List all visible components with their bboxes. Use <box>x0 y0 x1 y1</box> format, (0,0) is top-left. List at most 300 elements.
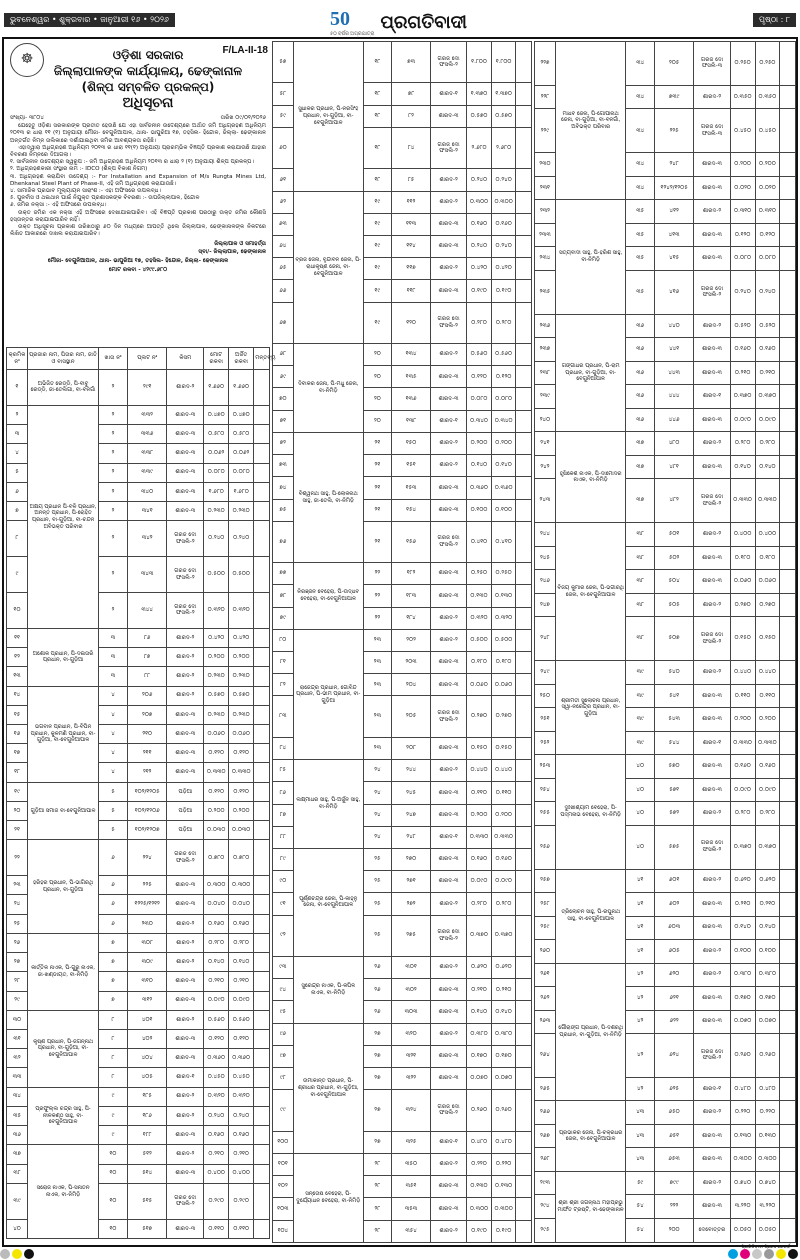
total-area-cell: ୦.୪୫୦ <box>204 1068 229 1087</box>
remarks-cell <box>254 1030 270 1049</box>
column-1 <box>6 41 276 1243</box>
plot-cell: ୪୧୫ <box>655 247 694 271</box>
khata-cell: ୩୮ <box>626 617 655 661</box>
acquired-area-cell: ୦.୧୯୦ <box>491 1220 516 1242</box>
khata-cell: ୬ <box>99 840 128 876</box>
serial-cell: ୧୮ <box>7 763 28 782</box>
plot-cell: ୧୧୨ <box>392 191 431 213</box>
serial-cell: ୧୩ <box>7 667 28 686</box>
plot-cell: ୫୭୨ <box>655 802 694 826</box>
remarks-cell <box>516 1153 532 1175</box>
khata-cell: ୨୩ <box>363 629 391 651</box>
table-row <box>273 629 532 651</box>
remarks-cell <box>780 593 796 617</box>
remarks-cell <box>780 1148 796 1172</box>
total-area-cell: ୦.୧୩୦ <box>467 1176 492 1198</box>
plot-cell: ୩୧୨ <box>127 991 166 1010</box>
total-area-cell: ୦.୭୮୦ <box>204 840 229 876</box>
remarks-cell <box>516 1220 532 1242</box>
owner-cell: ଲକ୍ଷ୍ମୀଧର ସାହୁ, ପି-ଅର୍ଜୁନ ସାହୁ, ବା-ନିମିଡ଼ି <box>293 760 363 849</box>
owner-cell: ଶ୍ରୀ ଶ୍ରୀ ଜଗନ୍ନାଥ ମହାପ୍ରଭୁ ମାର୍ଫତ ଟ୍ରଷ୍ଟି, ବା-ଢେଙ୍କାନାଳ <box>555 1171 625 1242</box>
serial-cell: ୨୬୨ <box>535 987 556 1011</box>
remarks-cell <box>254 370 270 406</box>
acquired-area-cell: ୦.୧୫୦ <box>755 617 780 661</box>
serial-cell: ୬୨ <box>273 191 294 213</box>
total-area-cell: ୦.୧୦୦ <box>730 940 755 964</box>
plot-cell: ୮୭ <box>127 648 166 667</box>
serial-cell: ୭୫ <box>273 499 294 521</box>
kisam-cell: ଶାରଦ-୨ <box>167 914 204 933</box>
acquired-area-cell: ୦.୦୪୦ <box>229 895 254 914</box>
kisam-cell: ଶାରଦ-୩ <box>167 744 204 763</box>
serial-cell: ୧୦୪ <box>273 1220 294 1242</box>
khata-cell: ୨୧ <box>363 455 391 477</box>
khata-cell: ୨୧ <box>363 477 391 499</box>
table-row <box>273 563 532 585</box>
plot-cell: ୧୩୬ <box>392 388 431 410</box>
khata-cell: ୩୪ <box>626 109 655 153</box>
acquired-area-cell: ୦.୧୪୦ <box>755 455 780 479</box>
plot-cell: ୭୩୯ <box>655 85 694 109</box>
kisam-cell: ଶାରଦ-୨ <box>167 648 204 667</box>
serial-cell: ୧୦ <box>7 593 28 629</box>
plot-cell: ୪୧୬ <box>655 270 694 314</box>
kisam-cell: ଶାରଦ-୩ <box>167 444 204 463</box>
table-row <box>7 370 270 406</box>
remarks-cell <box>516 979 532 1001</box>
remarks-cell <box>780 825 796 869</box>
total-area-cell: ୦.୩୦୦ <box>467 191 492 213</box>
total-area-cell: ୦.୧୩୦ <box>467 585 492 607</box>
total-area-cell: ୦.୨୫୦ <box>730 42 755 86</box>
acquired-area-cell: ୦.୨୪୦ <box>491 235 516 257</box>
serial-cell: ୨୪୦ <box>535 408 556 432</box>
total-area-cell: ୦.୨୮୦ <box>730 432 755 456</box>
plot-cell: ୭୮ <box>392 83 431 105</box>
acquired-area-cell: ୦.୦୩୦ <box>229 821 254 840</box>
remarks-cell <box>254 1219 270 1238</box>
khata-cell: ୩୪ <box>626 153 655 177</box>
plot-cell: ୮୪ <box>392 127 431 168</box>
acquired-area-cell: ୦.୦୮୦ <box>229 463 254 482</box>
kisam-cell: ଶାରଦ-୩ <box>167 991 204 1010</box>
serial-cell: ୨୪୩ <box>535 479 556 523</box>
khata-cell: ୨୪ <box>363 760 391 782</box>
acquired-area-cell: ୦.୩୩୦ <box>491 826 516 848</box>
total-area-cell: ୧.୬୬୦ <box>204 370 229 406</box>
total-area-cell: ୦.୧୬୦ <box>204 1126 229 1145</box>
acquired-area-cell: ୦.୨୪୦ <box>491 169 516 191</box>
total-area-cell: ୩.୨୨୦ <box>730 1195 755 1219</box>
khata-cell: ୫ <box>99 821 128 840</box>
total-area-cell: ୦.୧୭୦ <box>467 1045 492 1067</box>
remarks-cell <box>254 1106 270 1125</box>
plot-cell: ୧୨୨୫/୧୨୧୨ <box>127 895 166 914</box>
acquired-area-cell: ୦.୩୨୦ <box>229 1087 254 1106</box>
serial-cell: ୨ <box>7 405 28 424</box>
acquired-area-cell: ୦.୩୬୦ <box>491 477 516 499</box>
acquired-area-cell: ୦.୧୯୦ <box>491 280 516 302</box>
plot-cell: ୧୫୧ <box>392 455 431 477</box>
serial-cell: ୩୩ <box>7 1068 28 1087</box>
remarks-cell <box>254 705 270 724</box>
acquired-area-cell: ୦.୪୨୦ <box>229 628 254 647</box>
newspaper-name: ପ୍ରଗତିବାଦୀ <box>380 12 467 33</box>
total-area-cell: ୦.୨୨୦ <box>467 1153 492 1175</box>
total-area-cell: ୦.୫୬୦ <box>204 1010 229 1029</box>
column-3 <box>534 41 796 1243</box>
kisam-cell: ଶାରଦ-୩ <box>430 499 466 521</box>
acquired-area-cell: ୦.୩୧୦ <box>755 200 780 224</box>
owner-cell: ରାଜେନ୍ଦ୍ର ପ୍ରଧାନ, ଗୋବିନ୍ଦ ପ୍ରଧାନ, ପି-ଭୀମ ପ୍ରଧାନ, ବା-ଗୁଡ଼ିଆ <box>293 629 363 759</box>
acquired-area-cell: ୦.୩୨୦ <box>491 607 516 629</box>
plot-cell: ୫୦୧ <box>655 523 694 547</box>
khata-cell: ୧୮ <box>363 42 391 83</box>
plot-cell: ୧୧୪ <box>392 235 431 257</box>
acquired-area-cell: ୦.୪୪୦ <box>755 661 780 685</box>
total-area-cell: ୦.୧୯୦ <box>467 1220 492 1242</box>
khata-cell: ୧୯ <box>363 258 391 280</box>
newspaper-logo <box>330 8 467 37</box>
khata-cell: ୪୨ <box>626 987 655 1011</box>
serial-cell: ୧୦୨ <box>273 1176 294 1198</box>
khata-cell: ୨୩ <box>363 696 391 737</box>
plot-cell: ୫୧୭ <box>127 1219 166 1238</box>
khata-cell: ୧୮ <box>363 127 391 168</box>
kisam-cell: ଶାରଦ-୩ <box>430 804 466 826</box>
plot-cell: ୨୦୨ <box>392 629 431 651</box>
acquired-area-cell: ୦.୨୦୦ <box>755 708 780 732</box>
remarks-cell <box>780 338 796 362</box>
total-area-cell: ୦.୨୩୦ <box>204 667 229 686</box>
kisam-cell: ଶାରଦ-୩ <box>430 388 466 410</box>
kisam-cell: ଗରଜ ଦୋ ଫସଲି-୩ <box>694 109 731 153</box>
kisam-cell: ଶାରଦ-୨ <box>694 963 731 987</box>
remarks-cell <box>516 455 532 477</box>
kisam-cell: ଶାରଦ-୨ <box>430 169 466 191</box>
acquired-area-cell: ୦.୧୪୦ <box>755 916 780 940</box>
serial-cell: ୨୬୫ <box>535 1077 556 1101</box>
serial-cell: ୪୦ <box>7 1219 28 1238</box>
total-area-cell: ୦.୦୬୦ <box>467 674 492 696</box>
owner-cell: ଗଙ୍ଗାଧର ପ୍ରଧାନ, ପି-ରାମ ପ୍ରଧାନ, ବା-ଗୁଡ଼ିଆ, ବା-ବେଗୁନିଆପାଳ <box>555 314 625 432</box>
khata-cell: ୧୦ <box>99 1219 128 1238</box>
khata-cell: ୨୨ <box>363 585 391 607</box>
owner-cell: ହୃଷିକେଶ ନାଏକ, ପି-ଦାମୋଦର ନାଏକ, ବା-ନିମିଡ଼ି <box>555 432 625 523</box>
owner-cell: ସନ୍ତୋଷ ବେହେରା, ପି-ଦୁର୍ଯ୍ୟୋଧନ ବେହେରା, ବା-ନିମିଡ଼ି <box>293 1153 363 1242</box>
serial-cell: ୨୫୦ <box>535 684 556 708</box>
plot-cell: ୨୨୫ <box>127 876 166 895</box>
plot-cell: ୨୪୮ <box>392 826 431 848</box>
masthead <box>0 8 800 37</box>
khata-cell: ୭ <box>99 933 128 952</box>
serial-cell: ୧୦୩ <box>273 1198 294 1220</box>
total-area-cell: ୦.୨୬୦ <box>730 1034 755 1078</box>
total-area-cell: ୦.୪୪୦ <box>467 760 492 782</box>
owner-cell: କୃଷ୍ଣ ପ୍ରଧାନ, ପି-ଜଗନ୍ନାଥ ପ୍ରଧାନ, ବା-ଗୁଡ଼ିଆ, ବା-ବେଗୁନିଆପାଳ <box>28 1010 99 1087</box>
serial-cell: ୮୫ <box>273 760 294 782</box>
remarks-cell <box>780 200 796 224</box>
kisam-cell: ଶାରଦ-୨ <box>694 85 731 109</box>
remarks-cell <box>516 344 532 366</box>
kisam-cell: ଶାରଦ-୩ <box>167 725 204 744</box>
acquired-area-cell: ୦.୩୬୦ <box>229 1049 254 1068</box>
serial-cell: ୧୯ <box>7 782 28 801</box>
acquired-area-cell: ୦.୨୪୦ <box>229 521 254 557</box>
khata-cell: ୪ <box>99 705 128 724</box>
plot-cell: ୧୦୨/୧୨୦୫ <box>127 782 166 801</box>
total-area-cell: ୦.୨୦୦ <box>204 648 229 667</box>
serial-cell: ୨୩୪ <box>535 247 556 271</box>
remarks-cell <box>254 1164 270 1183</box>
total-area-cell: ୦.୦୮୦ <box>730 247 755 271</box>
plot-cell: ୨୭୨ <box>392 893 431 915</box>
dateline: ଭୁବନେଶ୍ୱର • ଶୁକ୍ରବାର • ଜାନୁଆରୀ ୧୬ • ୨୦୨୬ <box>4 13 175 27</box>
acquired-area-cell: ୦.୩୮୦ <box>491 1023 516 1045</box>
list-item: ୬. ଜମିର ନକ୍ସା :- ଏହି ଅଫିସରେ ଉପଲବ୍ଧ। <box>10 202 107 209</box>
total-area-cell: ୦.୧୧୦ <box>467 782 492 804</box>
remarks-cell <box>780 314 796 338</box>
serial-cell: ୧୪ <box>7 686 28 705</box>
plot-cell: ୧୮୫ <box>127 1087 166 1106</box>
remarks-cell <box>780 42 796 86</box>
khata-cell: ୪୩ <box>626 1148 655 1172</box>
kisam-cell: ଗରଜ ଦୋ ଫସଲି-୨ <box>430 696 466 737</box>
serial-cell: ୨୫୩ <box>535 755 556 779</box>
khata-cell: ୩୮ <box>626 593 655 617</box>
acquired-area-cell: ୦.୬୨୦ <box>491 957 516 979</box>
plot-cell: ୮୫ <box>392 169 431 191</box>
serial-cell: ୨୫୮ <box>535 893 556 917</box>
remarks-cell <box>254 801 270 820</box>
kisam-cell: ଶାରଦ-୩ <box>694 153 731 177</box>
remarks-cell <box>516 1090 532 1131</box>
khata-cell: ୬ <box>99 876 128 895</box>
list-item: ୫. ପୁନର୍ବାସ ଓ ଥଇଥାନ ପାଇଁ ନିଯୁକ୍ତ ପ୍ରଶାସକଙ୍କ ବିବରଣୀ :- ଉପଜିଲ୍ଲାପାଳ, ହିନ୍ଦୋଳ <box>10 195 200 202</box>
column-2 <box>272 41 532 1243</box>
acquired-area-cell: ୦.୧୨୦ <box>229 782 254 801</box>
serial-cell: ୨୩୯ <box>535 385 556 409</box>
serial-cell: ୭୬ <box>273 521 294 562</box>
kisam-cell: ଶାରଦ-୨ <box>694 940 731 964</box>
remarks-cell <box>780 1077 796 1101</box>
serial-cell: ୨୩୬ <box>535 314 556 338</box>
plot-cell: ୫୦୫ <box>655 593 694 617</box>
table-row <box>7 1010 270 1029</box>
kisam-cell: ଶାରଦ-୩ <box>694 893 731 917</box>
khata-cell: ୪୧ <box>626 940 655 964</box>
owner-cell: ଅଶୋକ ପ୍ରଧାନ, ପି-ଦଇତାରି ପ୍ରଧାନ, ବା-ଗୁଡ଼ିଆ <box>28 628 99 686</box>
owner-cell: ସୁଧାକର ପ୍ରଧାନ, ପି-ନରସିଂହ ପ୍ରଧାନ, ବା-ଗୁଡ଼ିଆ, ବା-ବେଗୁନିଆପାଳ <box>293 42 363 192</box>
total-area-cell: ୦.୫୦୦ <box>204 557 229 593</box>
plot-cell: ୧୦୨/୧୨୦୭ <box>127 821 166 840</box>
remarks-cell <box>254 502 270 521</box>
kisam-cell: ଗରଜ ଦୋ ଫସଲି-୨ <box>430 915 466 956</box>
acquired-area-cell: ୦.୩୩୦ <box>755 731 780 755</box>
khata-cell: ୧୮ <box>363 169 391 191</box>
kisam-cell: ଶାରଦ-୨ <box>694 593 731 617</box>
remarks-cell <box>254 425 270 444</box>
acquired-area-cell: ୦.୩୦୦ <box>491 191 516 213</box>
total-area-cell: ୦.୪୨୦ <box>467 258 492 280</box>
plot-cell: ୬୫୧ <box>655 1124 694 1148</box>
owner-cell: ବିଜୟ କୁମାର ଜେନା, ପି-ଭଗୀରଥି ଜେନା, ବା-ବେଗୁନିଆପାଳ <box>555 523 625 661</box>
press-record-label: ପ୍ରଗତିବାଦୀ ପ୍ରେସ ରେକର୍ଡ <box>741 1245 790 1250</box>
khata-cell: ୨ <box>99 557 128 593</box>
khata-cell: ୨୦ <box>363 366 391 388</box>
acquired-area-cell: ୦.୨୮୦ <box>491 893 516 915</box>
paragraph: ଉକ୍ତ ଜମିର ଏକ ନକ୍ସା ଏହି ଅଫିସରେ ଦେଖାଯାଇପାରିବ। ଏହି ବିଜ୍ଞପ୍ତି ପ୍ରକାଶ ପରଠାରୁ ଉକ୍ତ ଜମିର କୌଣସି ହସ୍ତାନ୍ତର କରାଯାଇପାରିବ ନାହିଁ। <box>10 209 266 223</box>
total-area-cell: ୦.୦୯୦ <box>467 871 492 893</box>
kisam-cell: ଗରଜ ଦୋ ଫସଲି-୨ <box>430 521 466 562</box>
khata-cell: ୩୮ <box>626 546 655 570</box>
kisam-cell: ଗରଜ ଦୋ ଫସଲି-୨ <box>167 840 204 876</box>
remarks-cell <box>780 176 796 200</box>
remarks-cell <box>516 521 532 562</box>
kisam-cell: ଶାରଦ-୩ <box>694 570 731 594</box>
owner-cell: ଭଗବାନ ପ୍ରଧାନ, ପି-ବିପିନ ପ୍ରଧାନ, କୁଳମଣି ପ୍ରଧାନ, ବା-ଗୁଡ଼ିଆ, ବା-ବେଗୁନିଆପାଳ <box>28 686 99 782</box>
serial-cell: ୨୫୧ <box>535 708 556 732</box>
serial-cell: ୧୬ <box>7 725 28 744</box>
khata-cell: ୨ <box>99 370 128 406</box>
acquired-area-cell: ୦.୦୯୦ <box>229 991 254 1010</box>
plot-cell: ୩୩୨ <box>127 405 166 424</box>
serial-cell: ୨୧ <box>7 821 28 840</box>
khata-cell: ୨୧ <box>363 432 391 454</box>
khata-cell: ୪୦ <box>626 825 655 869</box>
kisam-cell: ଶାରଦ-୩ <box>430 871 466 893</box>
plot-cell: ୩୦୨ <box>392 979 431 1001</box>
plot-cell: ୪୮୦ <box>655 432 694 456</box>
remarks-cell <box>254 686 270 705</box>
serial-cell: ୯୦ <box>273 871 294 893</box>
acquired-area-cell: ୦.୪୪୦ <box>491 760 516 782</box>
khata-cell: ୨୪ <box>363 782 391 804</box>
serial-cell: ୮୮ <box>273 826 294 848</box>
kisam-cell: ଶାରଦ-୩ <box>167 763 204 782</box>
plot-cell: ୨୦୪ <box>392 674 431 696</box>
registration-dot-icon <box>752 1249 762 1259</box>
remarks-cell <box>780 1034 796 1078</box>
khata-cell: ୨୫ <box>363 893 391 915</box>
serial-cell: ୬୪ <box>273 235 294 257</box>
khata-cell: ୩୭ <box>626 432 655 456</box>
total-area-cell: ୦.୧୮୦ <box>467 652 492 674</box>
acquired-area-cell: ୦.୨୨୦ <box>491 1153 516 1175</box>
table-row <box>273 957 532 979</box>
kisam-cell: ଶାରଦ-୩ <box>694 708 731 732</box>
total-area-cell: ୦.୭୪୦ <box>730 1171 755 1195</box>
serial-cell: ୭ <box>7 502 28 521</box>
serial-cell: ୧ <box>7 370 28 406</box>
acquired-area-cell: ୦.୧୪୦ <box>229 953 254 972</box>
table-row <box>535 661 796 685</box>
remarks-cell <box>516 607 532 629</box>
khata-cell: ୬ <box>99 895 128 914</box>
serial-cell: ୭୪ <box>273 477 294 499</box>
plot-cell: ୨୪୪ <box>392 760 431 782</box>
khata-cell: ୩ <box>99 648 128 667</box>
remarks-cell <box>254 444 270 463</box>
acquired-area-cell: ୦.୨୧୦ <box>491 979 516 1001</box>
khata-cell: ୧୯ <box>363 213 391 235</box>
remarks-cell <box>516 499 532 521</box>
total-area-cell: ୦.୦୭୦ <box>730 1010 755 1034</box>
acquired-area-cell: ୦.୭୮୦ <box>229 840 254 876</box>
khata-cell: ୬ <box>99 914 128 933</box>
kisam-cell: ଶାରଦ-୩ <box>430 213 466 235</box>
header-kisam: କିସମ <box>167 348 204 370</box>
serial-cell: ୨୩୫ <box>535 270 556 314</box>
remarks-cell <box>254 1049 270 1068</box>
total-area-cell: ୦.୨୦୦ <box>730 153 755 177</box>
total-area-cell: ୦.୦୬୦ <box>204 725 229 744</box>
remarks-cell <box>516 258 532 280</box>
plot-cell: ୨୩୦ <box>127 914 166 933</box>
kisam-cell: ଶାରଦ-୨ <box>430 760 466 782</box>
plot-cell: ୩୫୪ <box>392 1220 431 1242</box>
serial-cell: ୨୦ <box>7 801 28 820</box>
khata-cell: ୨୪ <box>363 826 391 848</box>
acquired-area-cell: ୦.୧୬୦ <box>491 848 516 870</box>
acquired-area-cell: ୦.୧୨୦ <box>491 366 516 388</box>
khata-cell: ୨୭ <box>363 1045 391 1067</box>
khata-cell: ୪୧ <box>626 916 655 940</box>
serial-cell: ୨୬୩ <box>535 1010 556 1034</box>
acquired-area-cell: ୦.୩୪୦ <box>491 410 516 432</box>
kisam-cell: ଶାରଦ-୩ <box>430 1001 466 1023</box>
kisam-cell: ଶାରଦ-୩ <box>430 737 466 759</box>
total-area-cell: ୦.୧୦୦ <box>467 499 492 521</box>
remarks-cell <box>254 763 270 782</box>
plot-cell: ୩୩୬ <box>127 425 166 444</box>
plot-cell: ୫୧୪ <box>127 1164 166 1183</box>
owner-cell: ଅକ୍ଷୟ ପ୍ରଧାନ ପି-ବଳି ପ୍ରଧାନ, ଅନନ୍ତ ପ୍ରଧାନ, ପି-ରୋହିତ ପ୍ରଧାନ, ବା-ଗୁଡ଼ିଆ, ବା-ଚନ୍ଦନ ଅବିଭକ୍ତ ପରିବାର <box>28 405 99 628</box>
khata-cell: ୩୯ <box>626 661 655 685</box>
total-area-cell: ୦.୧୨୦ <box>730 223 755 247</box>
paragraph: ଏହାଦ୍ୱାରା ଅଧିଗ୍ରହଣ ଅଧିନିୟମ ୨୦୧୩ ର ଧାରା ୧୧(୧) ଅନୁଯାୟୀ ପ୍ରାରମ୍ଭିକ ବିଜ୍ଞପ୍ତି ପ୍ରକାଶ କରାଯାଉଛି ଯାହାର ବିବରଣୀ ନିମ୍ନରେ ଦିଆଗଲା। <box>10 144 266 159</box>
khata-cell: ୮ <box>99 1049 128 1068</box>
list-item: ୧. ସାର୍ବଜନୀନ ଉଦ୍ଦେଶ୍ୟର ସ୍ୱରୂପ :- ଜମି ଅଧିଗ୍ରହଣ ଅଧିନିୟମ ୨୦୧୩ ର ଧାରା ୨ (୧) ଅନୁଯାୟୀ ଶିଳ୍ପ ପ୍ରକଳ୍ପ। <box>10 159 254 166</box>
plot-cell: ୨୦୦ <box>655 1218 694 1242</box>
remarks-cell <box>780 570 796 594</box>
total-area-cell: ୦.୩୩୦ <box>730 479 755 523</box>
remarks-cell <box>780 479 796 523</box>
khata-cell: ୯ <box>99 1087 128 1106</box>
khata-cell: ୨୨ <box>363 563 391 585</box>
serial-cell: ୩୦ <box>7 1010 28 1029</box>
remarks-cell <box>516 696 532 737</box>
remarks-cell <box>516 871 532 893</box>
kisam-cell: ଗରଜ ଦୋ ଫସଲି-୨ <box>694 1034 731 1078</box>
kisam-cell: ଶାରଦ-୩ <box>694 1010 731 1034</box>
plot-cell: ୨୭୧ <box>392 871 431 893</box>
remarks-cell <box>254 667 270 686</box>
kisam-cell: ଶାରଦ-୨ <box>430 1153 466 1175</box>
owner-cell: ସୁରେନ୍ଦ୍ର ନାଏକ, ପି-କପିଳ ନାଏକ, ବା-ନିମିଡ଼ି <box>293 957 363 1024</box>
remarks-cell <box>780 109 796 153</box>
kisam-cell: ଶାରଦ-୧ <box>694 731 731 755</box>
serial-cell: ୨୯୪ <box>535 1195 556 1219</box>
khata-cell: ୧୦ <box>99 1183 128 1219</box>
plot-cell: ୫୦୨ <box>655 546 694 570</box>
table-row <box>7 1087 270 1106</box>
kisam-cell: ଶାରଦ-୨ <box>167 686 204 705</box>
khata-cell: ୩୫ <box>626 200 655 224</box>
remarks-cell <box>516 1023 532 1045</box>
acquired-area-cell: ୦.୧୮୦ <box>755 546 780 570</box>
khata-cell: ୪୩ <box>626 1101 655 1125</box>
